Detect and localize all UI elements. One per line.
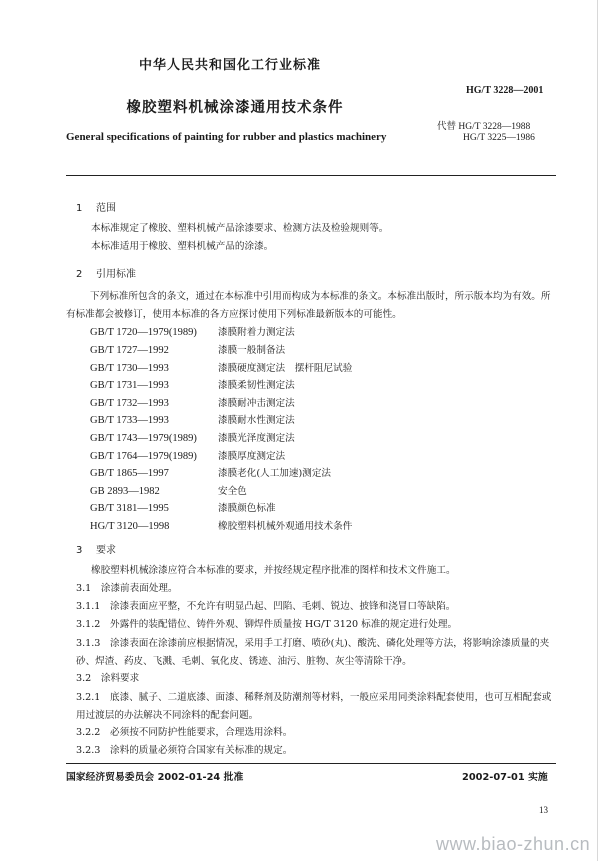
- page-edge: [597, 0, 598, 861]
- issuing-org: 中华人民共和国化工行业标准: [138, 58, 321, 73]
- reference-item: GB/T 1743—1979(1989) 漆膜光泽度测定法: [90, 433, 295, 444]
- replaces-line-2: HG/T 3225—1986: [463, 133, 535, 143]
- section-1-para-1: 本标准规定了橡胶、塑料机械产品涂漆要求、检测方法及检验规则等。: [91, 223, 389, 234]
- clause-3-1: 3.1 涂漆前表面处理。: [76, 583, 178, 594]
- reference-item: GB/T 1865—1997 漆膜老化(人工加速)测定法: [90, 468, 332, 479]
- section-1-para-2: 本标准适用于橡胶、塑料机械产品的涂漆。: [91, 241, 274, 252]
- clause-3-1-3: 3.1.3 涂漆表面在涂漆前应根据情况，采用手工打磨、喷砂(丸)、酸洗、磷化处理等方法，将影响涂漆质量的夹砂、焊渣、药皮、飞溅、毛刺、氧化皮、锈迹、油污、脏物、灰尘等清除干净。: [76, 638, 550, 667]
- replaces-line-1: 代替 HG/T 3228—1988: [437, 122, 531, 132]
- reference-item: GB/T 3181—1995 漆膜颜色标准: [90, 503, 276, 514]
- reference-item: GB/T 1727—1992 漆膜一般制备法: [90, 345, 286, 356]
- clause-3-2-1: 3.2.1 底漆、腻子、二道底漆、面漆、稀释剂及防潮剂等材料，一般应采用同类涂料配套使用，也可互相配套或用过渡层的办法解决不同涂料的配套问题。: [76, 692, 552, 721]
- section-1-heading: 1 范围: [76, 203, 116, 214]
- clause-3-1-2: 3.1.2 外露件的装配错位、铸件外观、铆焊件质量按 HG/T 3120 标准的规定进行处理。: [76, 619, 458, 630]
- clause-3-1-1: 3.1.1 涂漆表面应平整，不允许有明显凸起、凹陷、毛刺、锐边、披锋和浇冒口等缺陷。: [76, 601, 456, 612]
- page-number: 13: [539, 805, 548, 815]
- approval-date: 国家经济贸易委员会 2002-01-24 批准: [66, 772, 244, 783]
- watermark: www.biao-zhun.cn: [436, 834, 591, 854]
- clause-3-2-2: 3.2.2 必须按不同防护性能要求，合理选用涂料。: [76, 727, 293, 738]
- section-3-heading: 3 要求: [76, 545, 116, 556]
- header-divider: [66, 175, 556, 176]
- reference-item: GB 2893—1982 安全色: [90, 486, 247, 497]
- clause-3-2: 3.2 涂料要求: [76, 673, 140, 684]
- footer-divider: [66, 763, 556, 764]
- reference-item: GB/T 1720—1979(1989) 漆膜附着力测定法: [90, 327, 295, 338]
- effective-date: 2002-07-01 实施: [462, 772, 548, 783]
- reference-item: GB/T 1733—1993 漆膜耐水性测定法: [90, 415, 295, 426]
- reference-item: HG/T 3120—1998 橡胶塑料机械外观通用技术条件: [90, 521, 353, 532]
- reference-item: GB/T 1731—1993 漆膜柔韧性测定法: [90, 380, 295, 391]
- standard-code: HG/T 3228—2001: [466, 85, 544, 96]
- reference-item: GB/T 1764—1979(1989) 漆膜厚度测定法: [90, 451, 286, 462]
- reference-item: GB/T 1732—1993 漆膜耐冲击测定法: [90, 398, 295, 409]
- title-chinese: 橡胶塑料机械涂漆通用技术条件: [126, 100, 344, 116]
- clause-3-2-3: 3.2.3 涂料的质量必须符合国家有关标准的规定。: [76, 745, 293, 756]
- title-english: General specifications of painting for rubber and plastics machinery: [66, 131, 387, 143]
- section-3-intro: 橡胶塑料机械涂漆应符合本标准的要求，并按经规定程序批准的图样和技术文件施工。: [91, 565, 456, 576]
- section-2-heading: 2 引用标准: [76, 269, 136, 280]
- section-2-intro: 下列标准所包含的条文，通过在本标准中引用而构成为本标准的条文。本标准出版时，所示版本均为有效。所有标准都会被修订，使用本标准的各方应探讨使用下列标准最新版本的可能性。: [66, 291, 551, 320]
- reference-item: GB/T 1730—1993 漆膜硬度测定法 摆杆阻尼试验: [90, 363, 353, 374]
